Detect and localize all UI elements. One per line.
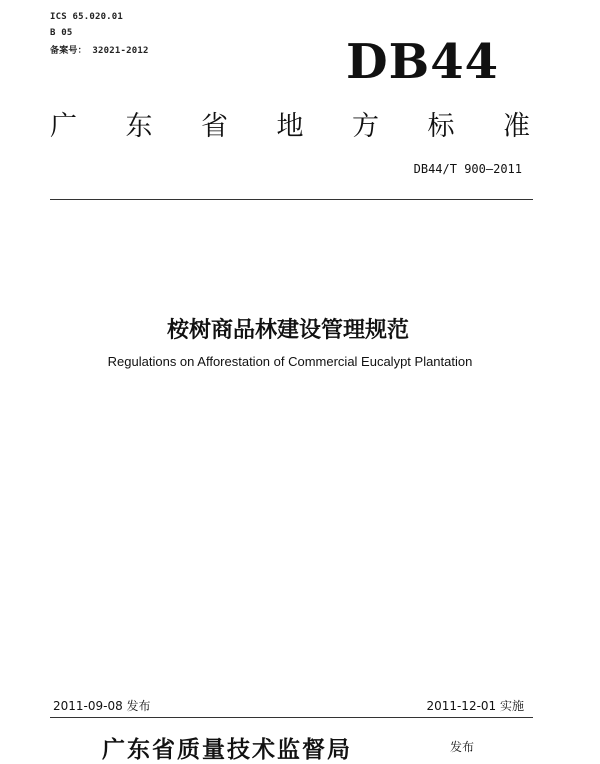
issue-date: 2011-09-08 发布: [53, 699, 151, 713]
db-code: DB44: [346, 34, 499, 90]
bottom-divider: [50, 717, 533, 718]
publisher-name: 广东省质量技术监督局: [102, 736, 352, 763]
record-number: 备案号： 32021-2012: [50, 46, 149, 56]
standard-type-char: 准: [503, 111, 530, 142]
title-english: Regulations on Afforestation of Commercial Eucalypt Plantation: [107, 354, 473, 369]
standard-type-char: 地: [276, 111, 304, 142]
title-chinese: 桉树商品林建设管理规范: [166, 318, 409, 343]
top-divider: [50, 199, 533, 200]
standard-type-char: 东: [125, 111, 153, 142]
standard-number: DB44/T 900—2011: [413, 162, 522, 176]
standard-type-char: 广: [50, 111, 77, 142]
ics-code: ICS 65.020.01: [50, 12, 124, 22]
standard-type-char: 省: [201, 111, 228, 142]
publisher-suffix: 发布: [450, 740, 475, 754]
ccs-code: B 05: [50, 28, 73, 38]
standard-type-heading: [50, 104, 530, 143]
standard-type-char: 标: [427, 111, 455, 142]
implementation-date: 2011-12-01 实施: [426, 699, 524, 713]
standard-type-char: 方: [352, 111, 379, 142]
